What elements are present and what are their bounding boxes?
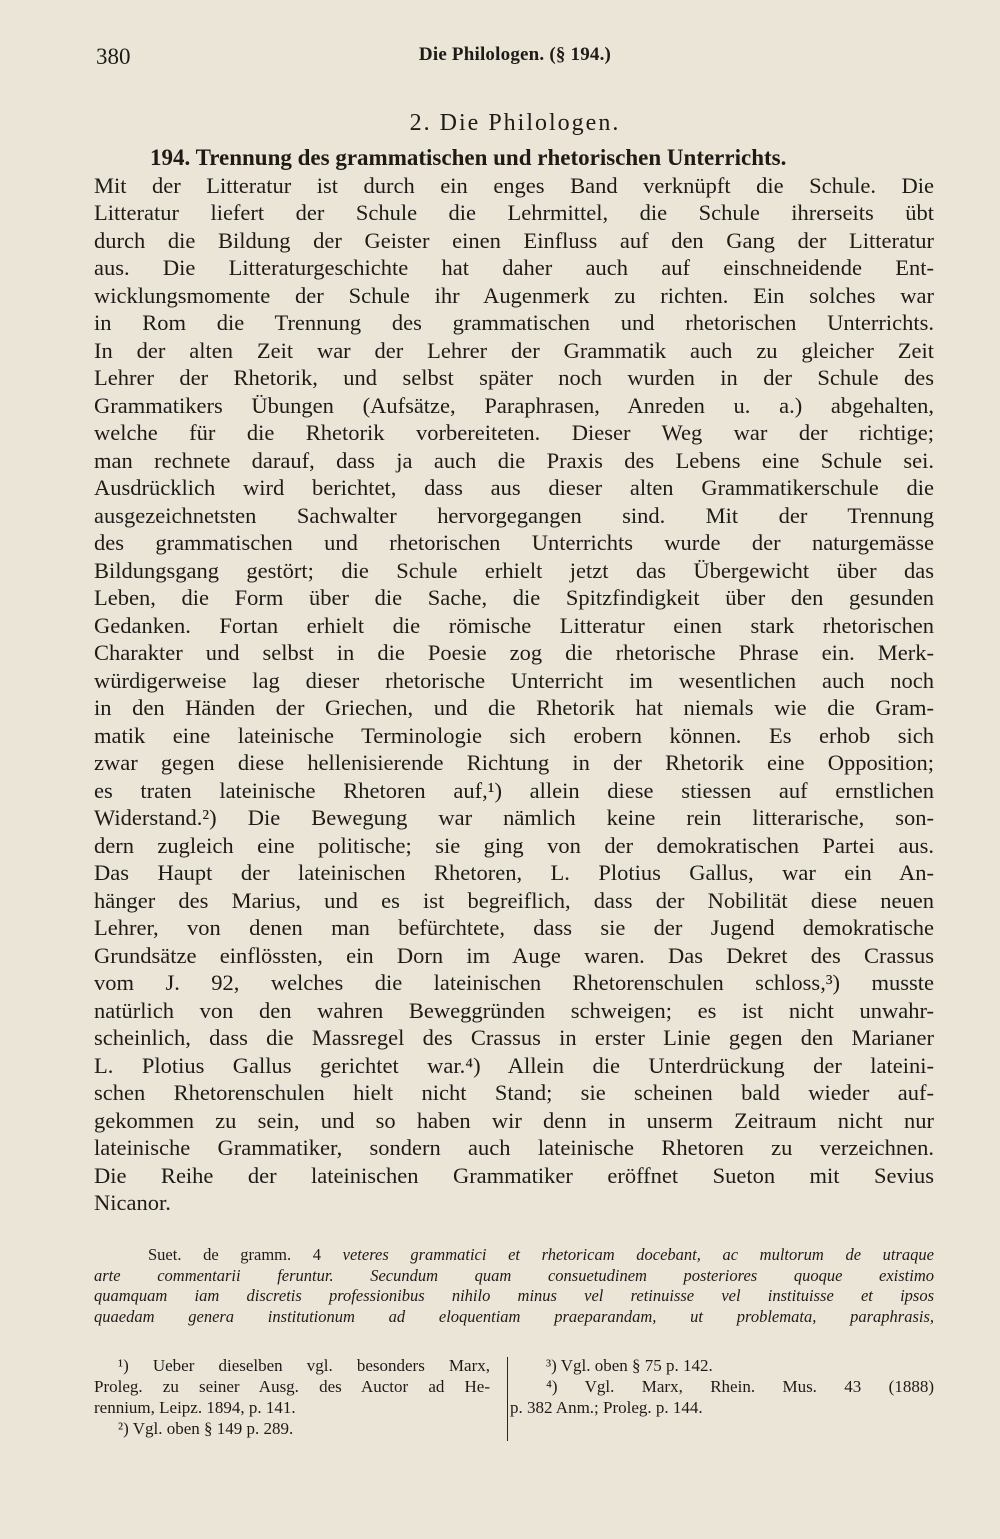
column-divider — [507, 1357, 508, 1441]
citation-line: arte commentarii feruntur. Secundum quam consuetudinem posteriores quoque existimo — [94, 1265, 934, 1285]
footnote-line: ⁴) Vgl. Marx, Rhein. Mus. 43 (1888) — [546, 1377, 934, 1396]
citation-block — [94, 1245, 934, 1327]
body-line: Ausdrücklich wird berichtet, dass aus dieser alten Grammatikerschule die — [94, 475, 934, 500]
body-line: zwar gegen diese hellenisierende Richtung in der Rhetorik eine Opposition; — [94, 750, 934, 775]
footnote-line: p. 382 Anm.; Proleg. p. 144. — [510, 1398, 703, 1417]
body-line: Das Haupt der lateinischen Rhetoren, L. Plotius Gallus, war ein An- — [94, 860, 934, 885]
body-line: Litteratur liefert der Schule die Lehrmittel, die Schule ihrerseits übt — [94, 200, 934, 225]
citation-quote: veteres grammatici et rhetoricam docebant, ac multorum de utraque — [342, 1245, 934, 1264]
body-text — [94, 144, 934, 1217]
body-line: natürlich von den wahren Beweggründen schweigen; es ist nicht unwahr- — [94, 997, 934, 1023]
citation-line: quamquam iam discretis professionibus nihilo minus vel retinuisse vel instituisse et ipsos — [94, 1286, 934, 1305]
running-head — [96, 44, 934, 78]
body-line: hänger des Marius, und es ist begreiflich, dass der Nobilität diese neuen — [94, 887, 934, 913]
paragraph-number: 194. — [150, 145, 191, 170]
running-title: Die Philologen. (§ 194.) — [418, 44, 612, 65]
body-line: in den Händen der Griechen, und die Rhetorik hat niemals wie die Gram- — [94, 695, 934, 720]
body-line: L. Plotius Gallus gerichtet war.⁴) Allein die Unterdrückung der lateini- — [94, 1052, 934, 1078]
body-line: Grundsätze einflössten, ein Dorn im Auge waren. Das Dekret des Crassus — [94, 942, 934, 968]
body-line: des grammatischen und rhetorischen Unterrichts wurde der naturgemässe — [94, 530, 934, 555]
body-line: in Rom die Trennung des grammatischen und rhetorischen Unterrichts. — [94, 310, 934, 335]
paragraph-heading — [94, 144, 934, 172]
body-line: dern zugleich eine politische; sie ging von der demokratischen Partei aus. — [94, 832, 934, 858]
body-line: matik eine lateinische Terminologie sich erobern können. Es erhob sich — [94, 722, 934, 748]
paragraph-title: Trennung des grammatischen und rhetorischen Unterrichts. — [195, 145, 787, 170]
body-line: Nicanor. — [94, 1190, 171, 1215]
body-line: lateinische Grammatiker, sondern auch lateinische Rhetoren zu verzeichnen. — [94, 1135, 934, 1160]
body-line: Leben, die Form über die Sache, die Spitzfindigkeit über den gesunden — [94, 585, 934, 610]
footnotes-right-column — [510, 1355, 934, 1418]
body-line: Lehrer der Rhetorik, und selbst später noch wurden in der Schule des — [94, 365, 934, 390]
footnotes-left-column — [94, 1355, 490, 1439]
footnote-line: ¹) Ueber dieselben vgl. besonders Marx, — [118, 1356, 490, 1375]
section-heading: 2. Die Philologen. — [409, 110, 621, 136]
body-line: würdigerweise lag dieser rhetorische Unterricht im wesentlichen auch noch — [94, 667, 934, 693]
footnote-line: rennium, Leipz. 1894, p. 141. — [94, 1398, 296, 1417]
body-line: vom J. 92, welches die lateinischen Rhetorenschulen schloss,³) musste — [94, 970, 934, 995]
body-line: Grammatikers Übungen (Aufsätze, Paraphrasen, Anreden u. a.) abgehalten, — [94, 392, 934, 418]
body-line: Mit der Litteratur ist durch ein enges Band verknüpft die Schule. Die — [94, 172, 934, 198]
body-line: aus. Die Litteraturgeschichte hat daher auch auf einschneidende Ent- — [94, 255, 934, 280]
body-line: durch die Bildung der Geister einen Einfluss auf den Gang der Litteratur — [94, 227, 934, 253]
body-line: Charakter und selbst in die Poesie zog die rhetorische Phrase ein. Merk- — [94, 640, 934, 665]
body-line: gekommen zu sein, und so haben wir denn in unserm Zeitraum nicht nur — [94, 1107, 934, 1133]
body-line: man rechnete darauf, dass ja auch die Praxis des Lebens eine Schule sei. — [94, 447, 934, 473]
body-line: Lehrer, von denen man befürchtete, dass sie der Jugend demokratische — [94, 915, 934, 940]
body-line: ausgezeichnetsten Sachwalter hervorgegangen sind. Mit der Trennung — [94, 502, 934, 528]
body-line: Die Reihe der lateinischen Grammatiker eröffnet Sueton mit Sevius — [94, 1162, 934, 1188]
citation-source: Suet. de gramm. 4 — [148, 1245, 322, 1264]
footnote-line: ³) Vgl. oben § 75 p. 142. — [546, 1356, 713, 1375]
body-line: Bildungsgang gestört; die Schule erhielt jetzt das Übergewicht über das — [94, 557, 934, 583]
body-line: scheinlich, dass die Massregel des Crassus in erster Linie gegen den Marianer — [94, 1025, 934, 1050]
citation-line — [94, 1245, 934, 1266]
footnote-line: Proleg. zu seiner Ausg. des Auctor ad He- — [94, 1377, 490, 1396]
footnote-line: ²) Vgl. oben § 149 p. 289. — [118, 1419, 294, 1438]
body-line: schen Rhetorenschulen hielt nicht Stand; sie scheinen bald wieder auf- — [94, 1080, 934, 1105]
body-line: wicklungsmomente der Schule ihr Augenmerk zu richten. Ein solches war — [94, 282, 934, 308]
citation-line: quaedam genera institutionum ad eloquentiam praeparandam, ut problemata, paraphrasis, — [94, 1306, 934, 1326]
page-number: 380 — [96, 44, 131, 69]
body-line: Gedanken. Fortan erhielt die römische Litteratur einen stark rhetorischen — [94, 612, 934, 638]
body-line: Widerstand.²) Die Bewegung war nämlich keine rein litterarische, son- — [94, 805, 934, 830]
body-line: welche für die Rhetorik vorbereiteten. Dieser Weg war der richtige; — [94, 420, 934, 445]
body-line: In der alten Zeit war der Lehrer der Grammatik auch zu gleicher Zeit — [94, 337, 934, 363]
body-line: es traten lateinische Rhetoren auf,¹) allein diese stiessen auf ernstlichen — [94, 777, 934, 803]
